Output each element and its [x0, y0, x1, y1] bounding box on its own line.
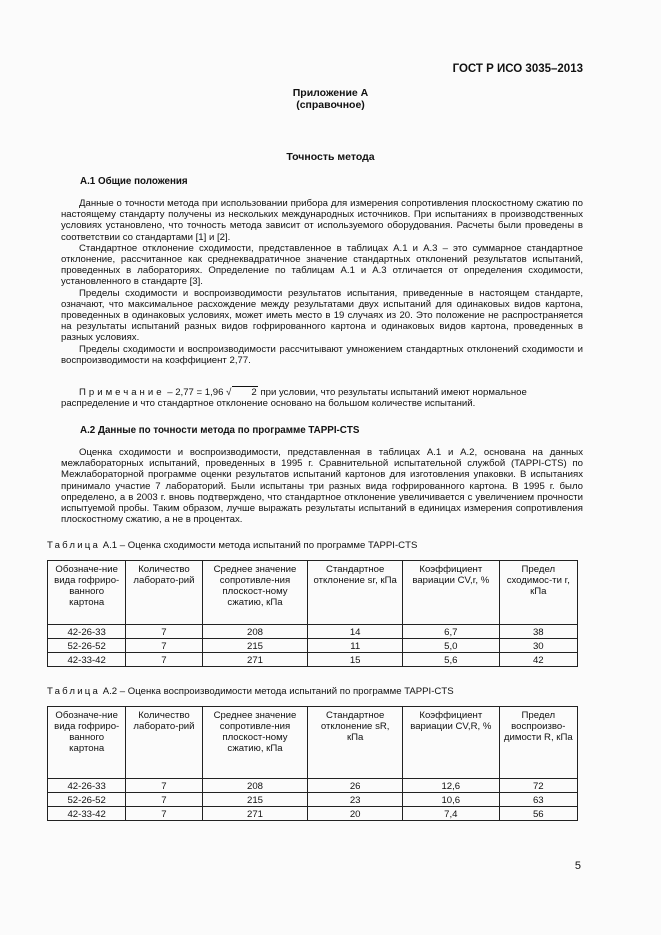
note-line: распределение и что стандартное отклонение основано на большом количестве испытаний.: [61, 398, 476, 410]
table-cell: 38: [499, 625, 577, 639]
table-row: [48, 807, 578, 821]
section-a1-text: [61, 198, 583, 366]
table2-label: Таблица: [47, 686, 101, 697]
table1-label: Таблица: [47, 540, 101, 551]
table-cell: 208: [202, 779, 308, 793]
table-cell: 10,6: [402, 793, 499, 807]
sqrt-argument: 2: [232, 386, 257, 398]
paragraph: Пределы сходимости и воспроизводимости результатов испытания, приведенные в настоящем стандарте, означают, что максимальное расхождение между результатами двух испытаний для одинаковых видов картона, проведенных в одинаковых условиях, может иметь место в 19 случаях из 20. Это положение не распространяется на результаты испытаний разных видов гофрированного картона и одинаковых видов картона, проведенных в разных условиях.: [61, 287, 583, 344]
table2-header-cell: Стандартное отклонение sR, кПа: [308, 707, 403, 779]
table-cell: 42: [499, 653, 577, 667]
paragraph: Данные о точности метода при использовании прибора для измерения сопротивления плоскостному сжатию по настоящему стандарту получены из нескольких международных источников. При испытаниях в производственных условиях установлено, что точность метода зависит от используемого оборудования. Расчеты были проведены в соответствии со стандартами [1] и [2].: [61, 198, 583, 243]
table-cell: 271: [202, 807, 308, 821]
section-a2-text: [61, 447, 583, 525]
table-cell: 215: [202, 639, 308, 653]
table-row: [48, 779, 578, 793]
table-cell: 7: [126, 779, 202, 793]
table2-header-cell: Коэффициент вариации CV,R, %: [402, 707, 499, 779]
table-cell: 30: [499, 639, 577, 653]
table-cell: 12,6: [402, 779, 499, 793]
table1-header-cell: Количество лаборато-рий: [126, 561, 202, 625]
table1-header-cell: Среднее значение сопротивле-ния плоскост-ному сжатию, кПа: [202, 561, 308, 625]
table1-caption: [47, 540, 417, 551]
table-row: [48, 653, 578, 667]
note-block: [61, 386, 583, 409]
paragraph: Оценка сходимости и воспроизводимости, представленная в таблицах А.1 и А.2, основана на данных межлабораторных испытаний, проведенных в 1995 г. Сравнительной испытательной службой (TAPPI-CTS) по Межлабораторной программе оценки результатов испытаний картонов для изготовления упаковки. В испытаниях принимало участие 7 лабораторий. Были испытаны три разных вида гофрированного картона. В 1995 г. было определено, а в 2003 г. вновь подтверждено, что стандартное отклонение увеличивается с увеличением прочности испытуемой пробы. Таким образом, лучше выражать результаты испытаний в единицах измерения сопротивления плоскостному сжатию, а не в процентах.: [61, 447, 583, 526]
table-cell: 11: [308, 639, 403, 653]
table-cell: 52-26-52: [48, 639, 126, 653]
table1-header-cell: Предел сходимос-ти r, кПа: [499, 561, 577, 625]
table-cell: 42-33-42: [48, 807, 126, 821]
table1-header-cell: Стандартное отклонение sr, кПа: [308, 561, 403, 625]
standard-designation: ГОСТ Р ИСО 3035–2013: [452, 63, 583, 75]
table-cell: 7: [126, 625, 202, 639]
appendix-subtitle: (справочное): [296, 99, 365, 111]
table2-header-cell: Количество лаборато-рий: [126, 707, 202, 779]
table2-header-cell: Среднее значение сопротивле-ния плоскост-ному сжатию, кПа: [202, 707, 308, 779]
table2: [47, 706, 578, 821]
paragraph: Пределы сходимости и воспроизводимости рассчитывают умножением стандартных отклонений сходимости и воспроизводимости на коэффициент 2,77.: [61, 343, 583, 366]
table-cell: 72: [499, 779, 577, 793]
table1-header-row: [48, 561, 578, 625]
paragraph: Стандартное отклонение сходимости, представленное в таблицах А.1 и А.3 – это суммарное стандартное отклонение, рассчитанное как среднеквадратичное значение стандартных отклонений результатов испытаний, проведенных в лабораториях. Определение по таблицам А.1 и А.3 отличается от определения сходимости, установленного в стандарте [3].: [61, 242, 583, 288]
table1: [47, 560, 578, 667]
table-cell: 56: [499, 807, 577, 821]
table-cell: 7: [126, 639, 202, 653]
table-cell: 7: [126, 807, 202, 821]
table-cell: 208: [202, 625, 308, 639]
page-number: 5: [574, 860, 581, 872]
table-cell: 23: [308, 793, 403, 807]
table1-header-cell: Коэффициент вариации CV,r, %: [402, 561, 499, 625]
section-heading: Точность метода: [286, 151, 375, 163]
section-a1-title: А.1 Общие положения: [80, 176, 188, 187]
table-row: [48, 793, 578, 807]
table-cell: 20: [308, 807, 403, 821]
table-cell: 42-33-42: [48, 653, 126, 667]
table-cell: 42-26-33: [48, 625, 126, 639]
table-cell: 271: [202, 653, 308, 667]
table1-caption-text: А.1 – Оценка сходимости метода испытаний по программе TAPPI-CTS: [102, 540, 418, 551]
table-cell: 6,7: [402, 625, 499, 639]
table-cell: 7,4: [402, 807, 499, 821]
table-cell: 52-26-52: [48, 793, 126, 807]
note-formula: – 2,77 = 1,96: [167, 387, 224, 398]
table2-caption-text: А.2 – Оценка воспроизводимости метода испытаний по программе TAPPI-CTS: [102, 686, 454, 697]
note-label: Примечание: [79, 387, 165, 398]
table-cell: 42-26-33: [48, 779, 126, 793]
table-row: [48, 625, 578, 639]
table-row: [48, 639, 578, 653]
note-line: [61, 386, 583, 398]
table-cell: 15: [308, 653, 403, 667]
table2-header-row: [48, 707, 578, 779]
table1-header-cell: Обозначе-ние вида гофриро-ванного картона: [48, 561, 126, 625]
table2-caption: [47, 686, 454, 697]
table-cell: 5,0: [402, 639, 499, 653]
note-text: при условии, что результаты испытаний имеют нормальное: [260, 387, 527, 398]
table-cell: 5,6: [402, 653, 499, 667]
section-a2-title: А.2 Данные по точности метода по программе TAPPI-CTS: [80, 425, 360, 436]
table2-header-cell: Обозначе-ние вида гофриро-ванного картона: [48, 707, 126, 779]
sqrt-symbol: √ 2: [226, 387, 257, 398]
table2-header-cell: Предел воспроизво-димости R, кПа: [499, 707, 577, 779]
table-cell: 26: [308, 779, 403, 793]
table-cell: 7: [126, 653, 202, 667]
table-cell: 14: [308, 625, 403, 639]
table-cell: 63: [499, 793, 577, 807]
table-cell: 7: [126, 793, 202, 807]
table-cell: 215: [202, 793, 308, 807]
appendix-title: Приложение А: [292, 87, 369, 99]
